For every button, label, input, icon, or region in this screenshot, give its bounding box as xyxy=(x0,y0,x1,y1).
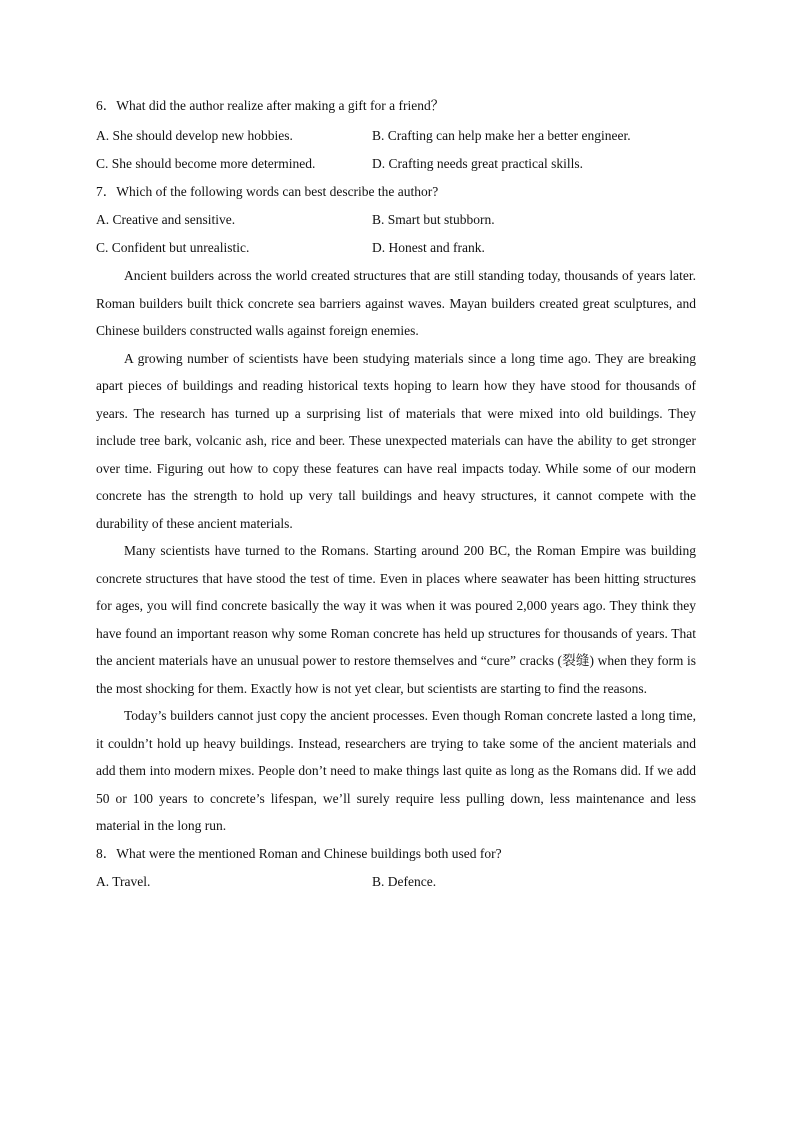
passage-paragraph-3: Many scientists have turned to the Romans. Starting around 200 BC, the Roman Empire was building concrete structures that have stood the test of time. Even in places where seawater has been hitting structures for ages, you will find concrete basically the way it was when it was poured 2,000 years ago. They think they have found an important reason why some Roman concrete has held up structures for thousands of years. That the ancient materials have an unusual power to restore themselves and “cure” cracks (裂缝) when they form is the most shocking for them. Exactly how is not yet clear, but scientists are starting to find the reasons. xyxy=(96,543,696,696)
question-7 xyxy=(96,178,696,262)
option-b: B. Smart but stubborn. xyxy=(372,212,495,227)
passage-paragraph-2: A growing number of scientists have been studying materials since a long time ago. They are breaking apart pieces of buildings and reading historical texts hoping to learn how they have stood for thousands of years. The research has turned up a surprising list of materials that were mixed into old buildings. They include tree bark, volcanic ash, rice and beer. These unexpected materials can have the ability to get stronger over time. Figuring out how to copy these features can have real impacts today. While some of our modern concrete has the strength to hold up very tall buildings and heavy structures, it cannot compete with the durability of these ancient materials. xyxy=(96,350,696,531)
reading-passage xyxy=(96,262,696,840)
question-stem: 6．What did the author realize after making a gift for a friend？ xyxy=(96,98,445,113)
option-d: D. Crafting needs great practical skills. xyxy=(372,156,584,171)
option-b: B. Crafting can help make her a better engineer. xyxy=(372,128,631,143)
option-a: A. Creative and sensitive. xyxy=(96,212,236,227)
option-a: A. She should develop new hobbies. xyxy=(96,128,293,143)
option-c: C. Confident but unrealistic. xyxy=(96,240,250,255)
passage-paragraph-1: Ancient builders across the world created structures that are still standing today, thousands of years later. Roman builders built thick concrete sea barriers against waves. Mayan builders created great sculptures, and Chinese builders constructed walls against foreign enemies. xyxy=(96,268,696,338)
option-d: D. Honest and frank. xyxy=(372,240,485,255)
question-6 xyxy=(96,94,696,178)
option-row xyxy=(96,122,696,150)
option-a: A. Travel. xyxy=(96,873,151,889)
option-row xyxy=(96,206,696,234)
passage-paragraph-4: Today’s builders cannot just copy the ancient processes. Even though Roman concrete lasted a long time, it couldn’t hold up heavy buildings. Instead, researchers are trying to take some of the ancient materials and add them into modern mixes. People don’t need to make things last quite as long as the Romans did. If we add 50 or 100 years to concrete’s lifespan, we’ll surely require less pulling down, less maintenance and less material in the long run. xyxy=(96,708,696,833)
question-8 xyxy=(96,840,696,896)
option-b: B. Defence. xyxy=(372,873,437,889)
option-row xyxy=(96,150,696,178)
question-stem: 7．Which of the following words can best describe the author? xyxy=(96,184,439,199)
document-page xyxy=(96,94,696,896)
option-row xyxy=(96,234,696,262)
option-c: C. She should become more determined. xyxy=(96,156,316,171)
option-row xyxy=(96,868,696,896)
question-stem: 8．What were the mentioned Roman and Chinese buildings both used for? xyxy=(96,845,502,861)
